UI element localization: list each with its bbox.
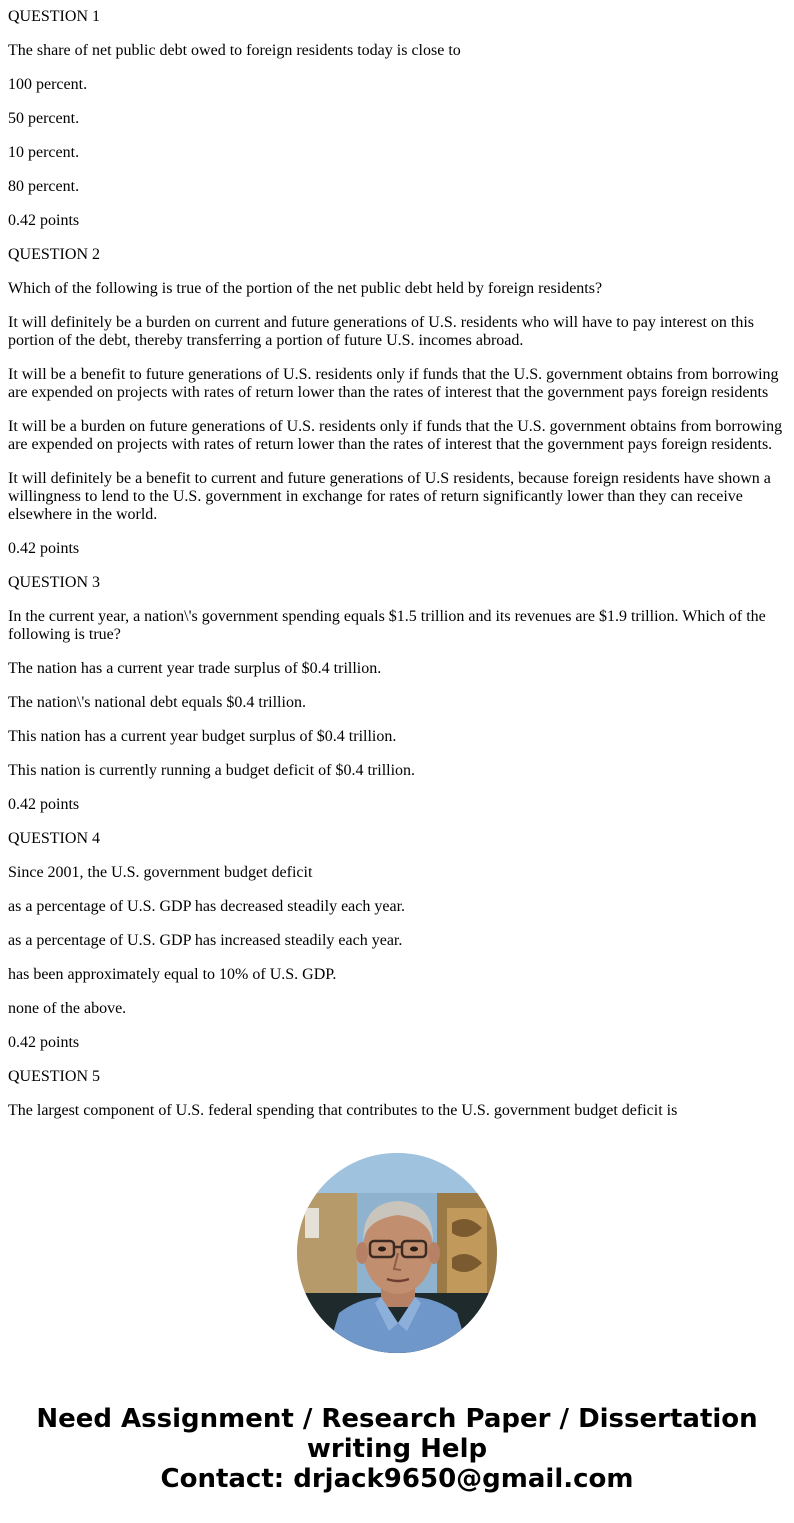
question-4-points: 0.42 points (8, 1034, 80, 1051)
question-4-option-3: has been approximately equal to 10% of U.S. GDP. (8, 966, 337, 983)
question-2-option-3: It will be a burden on future generations of U.S. residents only if funds that the U.S. government obtains from borrowing are expended on projects with rates of return lower than the rates of interest that the government pays foreign residents. (8, 418, 783, 453)
question-1-option-2: 50 percent. (8, 110, 80, 127)
avatar (297, 1153, 497, 1353)
question-document (8, 8, 786, 1136)
question-1-points: 0.42 points (8, 212, 80, 229)
question-1-prompt: The share of net public debt owed to foreign residents today is close to (8, 42, 461, 59)
question-4-option-1: as a percentage of U.S. GDP has decreased steadily each year. (8, 898, 406, 915)
promo-line-2: writing Help (306, 1434, 488, 1464)
question-4-option-2: as a percentage of U.S. GDP has increased steadily each year. (8, 932, 403, 949)
question-2-option-1: It will definitely be a burden on current and future generations of U.S. residents who will have to pay interest on this portion of the debt, thereby transferring a portion of future U.S. incomes abroad. (8, 314, 755, 349)
question-1-option-4: 80 percent. (8, 178, 80, 195)
promo-line-1: Need Assignment / Research Paper / Dissertation (36, 1404, 758, 1434)
question-1-heading: QUESTION 1 (8, 8, 100, 25)
question-2-heading: QUESTION 2 (8, 246, 100, 263)
question-4-heading: QUESTION 4 (8, 830, 100, 847)
question-2-points: 0.42 points (8, 540, 80, 557)
question-2-option-4: It will definitely be a benefit to current and future generations of U.S residents, because foreign residents have shown a willingness to lend to the U.S. government in exchange for rates of return significantly lower than they can receive elsewhere in the world. (8, 470, 771, 523)
promo-contact-line: Contact: drjack9650@gmail.com (160, 1464, 634, 1494)
question-5-prompt: The largest component of U.S. federal spending that contributes to the U.S. government budget deficit is (8, 1102, 678, 1119)
promo-banner (0, 1404, 794, 1494)
question-1-option-1: 100 percent. (8, 76, 88, 93)
question-3-heading: QUESTION 3 (8, 574, 100, 591)
question-4-prompt: Since 2001, the U.S. government budget deficit (8, 864, 313, 881)
question-3-prompt: In the current year, a nation\'s government spending equals $1.5 trillion and its revenues are $1.9 trillion. Which of the following is true? (8, 608, 766, 643)
question-1-option-3: 10 percent. (8, 144, 80, 161)
question-3-option-2: The nation\'s national debt equals $0.4 trillion. (8, 694, 306, 711)
question-2-prompt: Which of the following is true of the portion of the net public debt held by foreign residents? (8, 280, 603, 297)
question-5-heading: QUESTION 5 (8, 1068, 100, 1085)
avatar-portrait-image (297, 1153, 497, 1353)
question-2-option-2: It will be a benefit to future generations of U.S. residents only if funds that the U.S. government obtains from borrowing are expended on projects with rates of return lower than the rates of interest that the government pays foreign residents (8, 366, 779, 401)
question-4-option-4: none of the above. (8, 1000, 127, 1017)
question-3-option-1: The nation has a current year trade surplus of $0.4 trillion. (8, 660, 382, 677)
question-3-option-4: This nation is currently running a budget deficit of $0.4 trillion. (8, 762, 416, 779)
question-3-option-3: This nation has a current year budget surplus of $0.4 trillion. (8, 728, 397, 745)
question-3-points: 0.42 points (8, 796, 80, 813)
